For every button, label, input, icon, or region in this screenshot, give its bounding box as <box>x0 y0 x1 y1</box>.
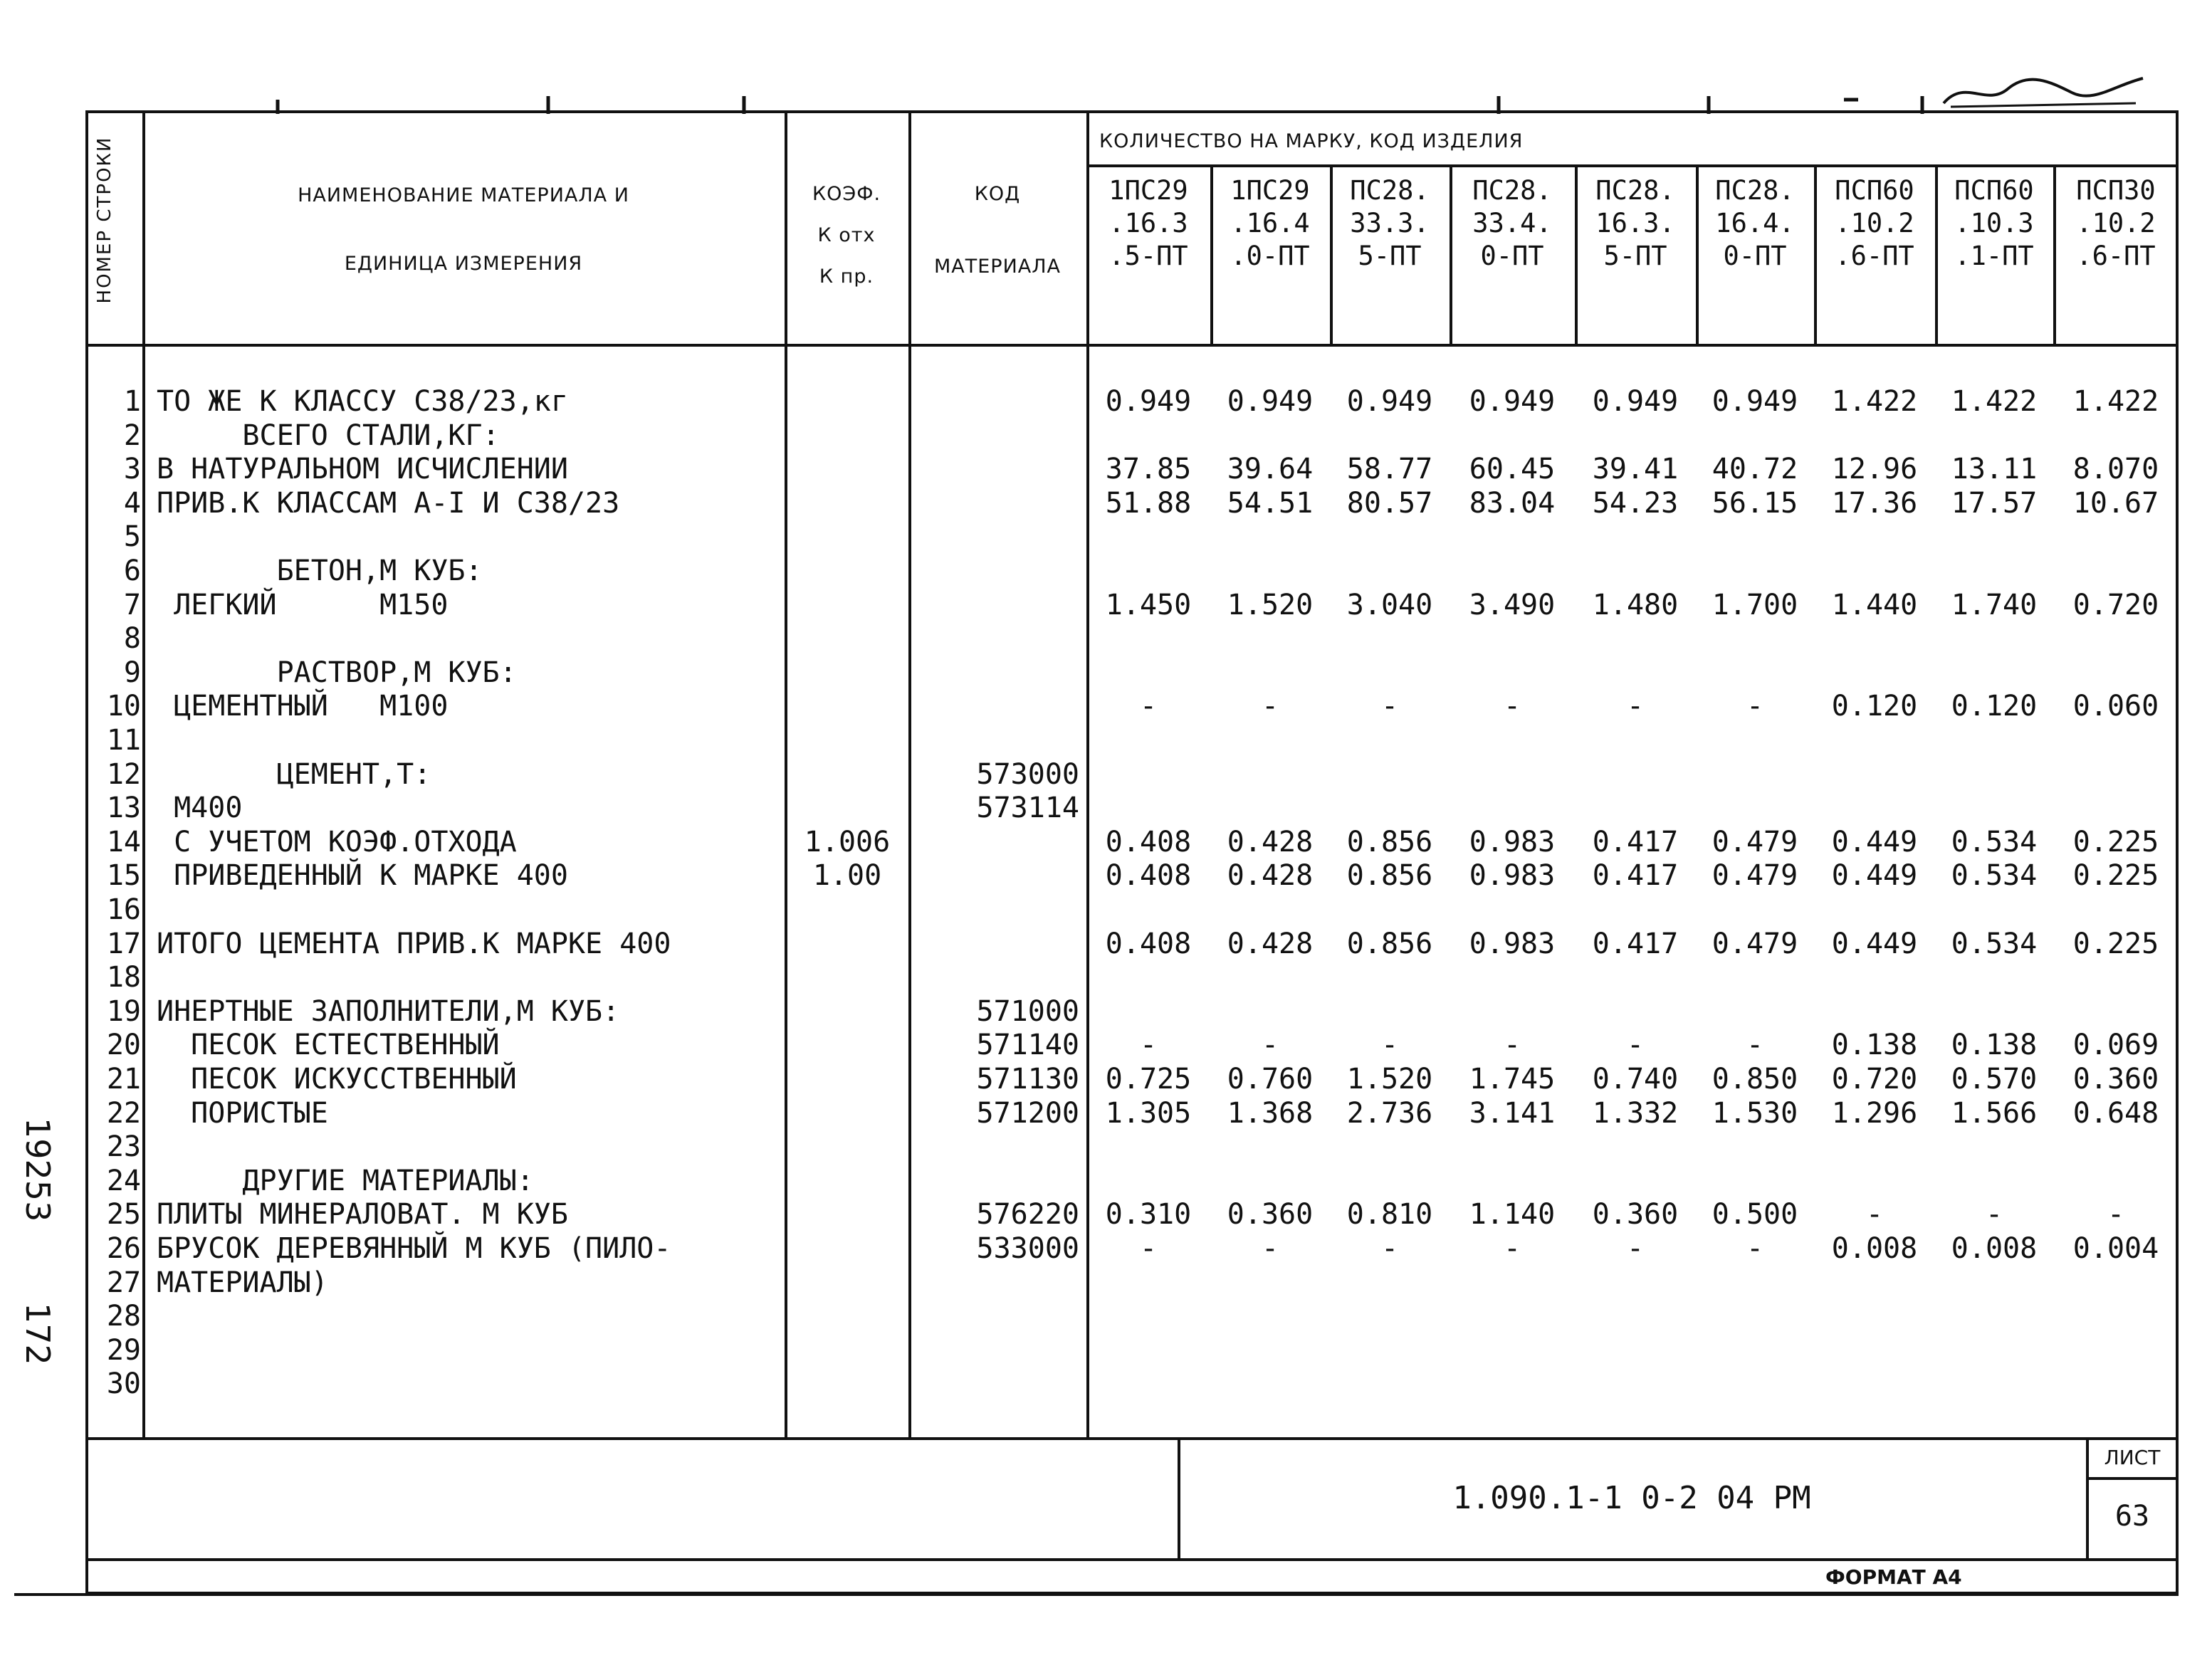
row-number: 30 <box>106 1367 141 1401</box>
material-name: ЛЕГКИЙ М150 <box>157 588 449 621</box>
row-number: 22 <box>106 1096 141 1130</box>
quantity-cell: 3.141 <box>1469 1096 1556 1130</box>
product-header: ПС28. 33.4. 0-ПТ <box>1472 175 1552 271</box>
quantity-cell: 0.060 <box>2072 690 2159 723</box>
quantity-cell: 17.57 <box>1951 486 2038 520</box>
quantity-cell: 1.440 <box>1831 588 1918 621</box>
product-header: 1ПС29 .16.4 .0-ПТ <box>1230 175 1310 271</box>
product-header: 1ПС29 .16.3 .5-ПТ <box>1108 175 1188 271</box>
quantity-cell: 1.305 <box>1105 1096 1192 1130</box>
material-name: ПЛИТЫ МИНЕРАЛОВАТ. М КУБ <box>157 1198 568 1231</box>
row-number: 16 <box>106 893 141 926</box>
quantity-cell: 0.417 <box>1592 927 1679 960</box>
quantity-cell: 3.490 <box>1469 588 1556 621</box>
quantity-cell: 13.11 <box>1951 453 2038 486</box>
row-number: 11 <box>106 724 141 757</box>
quantity-cell: 0.310 <box>1105 1198 1192 1231</box>
row-number: 26 <box>106 1232 141 1265</box>
row-number-header: НОМЕР СТРОКИ <box>94 136 115 304</box>
quantity-cell: 54.51 <box>1227 486 1314 520</box>
quantity-cell: 1.296 <box>1831 1096 1918 1130</box>
material-name: ДРУГИЕ МАТЕРИАЛЫ: <box>157 1164 534 1197</box>
quantity-cell: 0.138 <box>1831 1029 1918 1062</box>
quantity-cell: - <box>1380 1029 1399 1062</box>
material-name-header-line1: НАИМЕНОВАНИЕ МАТЕРИАЛА И <box>298 184 629 206</box>
material-name: ИТОГО ЦЕМЕНТА ПРИВ.К МАРКЕ 400 <box>157 927 671 960</box>
quantity-cell: 0.449 <box>1831 927 1918 960</box>
material-code-cell: 571000 <box>976 994 1079 1028</box>
quantity-cell: 0.417 <box>1592 859 1679 893</box>
quantity-cell: 0.983 <box>1469 927 1556 960</box>
material-name: ПРИВ.К КЛАССАМ А-I И С38/23 <box>157 486 620 520</box>
quantity-cell: 0.428 <box>1227 825 1314 858</box>
quantity-header: КОЛИЧЕСТВО НА МАРКУ, КОД ИЗДЕЛИЯ <box>1099 130 1524 152</box>
quantity-cell: 0.856 <box>1346 927 1433 960</box>
quantity-cell: 0.360 <box>2072 1063 2159 1096</box>
quantity-cell: 0.810 <box>1346 1198 1433 1231</box>
quantity-cell: - <box>1380 1232 1399 1265</box>
quantity-cell: 12.96 <box>1831 453 1918 486</box>
material-code-cell: 576220 <box>976 1198 1079 1231</box>
row-number: 23 <box>106 1130 141 1164</box>
quantity-cell: 1.332 <box>1592 1096 1679 1130</box>
coefficient-cell: 1.006 <box>804 825 891 858</box>
quantity-cell: - <box>1503 1232 1521 1265</box>
quantity-cell: 0.534 <box>1951 859 2038 893</box>
row-number: 20 <box>106 1029 141 1062</box>
quantity-cell: 0.856 <box>1346 825 1433 858</box>
quantity-cell: 0.008 <box>1831 1232 1918 1265</box>
quantity-cell: 1.450 <box>1105 588 1192 621</box>
quantity-cell: - <box>1503 690 1521 723</box>
row-number: 9 <box>123 656 141 689</box>
row-number: 1 <box>123 385 141 418</box>
quantity-cell: 1.700 <box>1712 588 1798 621</box>
material-name: ЦЕМЕНТ,Т: <box>157 757 431 791</box>
product-header: ПС28. 16.4. 0-ПТ <box>1715 175 1795 271</box>
material-code-cell: 573000 <box>976 757 1079 791</box>
row-number: 2 <box>123 419 141 452</box>
coefficient-header-line3: К пр. <box>819 266 874 288</box>
quantity-cell: 1.740 <box>1951 588 2038 621</box>
quantity-cell: 0.534 <box>1951 927 2038 960</box>
quantity-cell: 0.069 <box>2072 1029 2159 1062</box>
quantity-cell: 2.736 <box>1346 1096 1433 1130</box>
material-name: ПЕСОК ИСКУССТВЕННЫЙ <box>157 1063 517 1096</box>
row-number: 13 <box>106 792 141 825</box>
quantity-cell: 0.850 <box>1712 1063 1798 1096</box>
quantity-cell: - <box>1139 1232 1158 1265</box>
quantity-cell: 0.760 <box>1227 1063 1314 1096</box>
row-number: 7 <box>123 588 141 621</box>
quantity-cell: 1.566 <box>1951 1096 2038 1130</box>
row-number: 5 <box>123 520 141 554</box>
quantity-cell: 0.428 <box>1227 927 1314 960</box>
quantity-cell: 1.530 <box>1712 1096 1798 1130</box>
quantity-cell: - <box>1746 1029 1764 1062</box>
quantity-cell: 0.479 <box>1712 859 1798 893</box>
quantity-cell: 0.856 <box>1346 859 1433 893</box>
quantity-cell: 0.120 <box>1951 690 2038 723</box>
material-name: РАСТВОР,М КУБ: <box>157 656 517 689</box>
product-header: ПСП60 .10.2 .6-ПТ <box>1835 175 1914 271</box>
quantity-cell: 0.225 <box>2072 927 2159 960</box>
quantity-cell: 0.949 <box>1469 385 1556 418</box>
quantity-cell: - <box>1261 1029 1279 1062</box>
product-header: ПСП30 .10.2 .6-ПТ <box>2076 175 2156 271</box>
quantity-cell: 0.720 <box>1831 1063 1918 1096</box>
sheet-number: 63 <box>2114 1500 2150 1533</box>
quantity-cell: 54.23 <box>1592 486 1679 520</box>
coefficient-header-line2: К отх <box>817 224 876 246</box>
quantity-cell: 0.570 <box>1951 1063 2038 1096</box>
quantity-cell: 1.140 <box>1469 1198 1556 1231</box>
quantity-cell: 1.368 <box>1227 1096 1314 1130</box>
row-number: 14 <box>106 825 141 858</box>
quantity-cell: 0.428 <box>1227 859 1314 893</box>
quantity-cell: 39.41 <box>1592 453 1679 486</box>
quantity-cell: - <box>1380 690 1399 723</box>
quantity-cell: 0.725 <box>1105 1063 1192 1096</box>
material-name: БРУСОК ДЕРЕВЯННЫЙ М КУБ (ПИЛО- <box>157 1232 671 1265</box>
quantity-cell: 0.417 <box>1592 825 1679 858</box>
quantity-cell: 3.040 <box>1346 588 1433 621</box>
quantity-cell: 56.15 <box>1712 486 1798 520</box>
row-number: 8 <box>123 622 141 656</box>
row-number: 24 <box>106 1164 141 1197</box>
quantity-cell: 0.360 <box>1592 1198 1679 1231</box>
material-code-header-line2: МАТЕРИАЛА <box>933 256 1062 278</box>
quantity-cell: 1.422 <box>2072 385 2159 418</box>
margin-page-reference: 172 <box>19 1303 57 1365</box>
row-number: 18 <box>106 961 141 994</box>
product-header: ПС28. 16.3. 5-ПТ <box>1595 175 1675 271</box>
quantity-cell: - <box>1746 1232 1764 1265</box>
quantity-cell: 83.04 <box>1469 486 1556 520</box>
quantity-cell: 1.520 <box>1346 1063 1433 1096</box>
row-number: 29 <box>106 1333 141 1367</box>
coefficient-cell: 1.00 <box>812 859 882 893</box>
quantity-cell: 0.949 <box>1712 385 1798 418</box>
quantity-cell: 37.85 <box>1105 453 1192 486</box>
material-name: ВСЕГО СТАЛИ,КГ: <box>157 419 500 452</box>
quantity-cell: 51.88 <box>1105 486 1192 520</box>
material-name: ПОРИСТЫЕ <box>157 1096 328 1130</box>
material-code-cell: 533000 <box>976 1232 1079 1265</box>
material-name: ИНЕРТНЫЕ ЗАПОЛНИТЕЛИ,М КУБ: <box>157 994 620 1028</box>
quantity-cell: - <box>1139 690 1158 723</box>
quantity-cell: 80.57 <box>1346 486 1433 520</box>
quantity-cell: - <box>2107 1198 2125 1231</box>
material-name: МАТЕРИАЛЫ) <box>157 1266 328 1299</box>
row-number: 17 <box>106 927 141 960</box>
material-name: ЦЕМЕНТНЫЙ М100 <box>157 690 449 723</box>
quantity-cell: 0.120 <box>1831 690 1918 723</box>
quantity-cell: - <box>1626 1029 1645 1062</box>
quantity-cell: 0.500 <box>1712 1198 1798 1231</box>
quantity-cell: 58.77 <box>1346 453 1433 486</box>
quantity-cell: 0.479 <box>1712 825 1798 858</box>
quantity-cell: 0.983 <box>1469 825 1556 858</box>
quantity-cell: 0.225 <box>2072 859 2159 893</box>
quantity-cell: 0.408 <box>1105 825 1192 858</box>
row-number: 19 <box>106 994 141 1028</box>
material-code-cell: 571130 <box>976 1063 1079 1096</box>
format-label: ФОРМАТ А4 <box>1825 1565 1962 1589</box>
document-code: 1.090.1-1 0-2 04 РМ <box>1452 1480 1811 1516</box>
quantity-cell: 1.745 <box>1469 1063 1556 1096</box>
quantity-cell: 39.64 <box>1227 453 1314 486</box>
quantity-cell: 0.449 <box>1831 859 1918 893</box>
material-code-cell: 571200 <box>976 1096 1079 1130</box>
quantity-cell: 0.225 <box>2072 825 2159 858</box>
quantity-cell: - <box>1626 1232 1645 1265</box>
quantity-cell: 0.479 <box>1712 927 1798 960</box>
quantity-cell: 0.449 <box>1831 825 1918 858</box>
material-name: ПРИВЕДЕННЫЙ К МАРКЕ 400 <box>157 859 568 893</box>
row-number: 10 <box>106 690 141 723</box>
quantity-cell: 0.949 <box>1592 385 1679 418</box>
quantity-cell: - <box>1865 1198 1884 1231</box>
material-name: М400 <box>157 792 243 825</box>
table-sheet <box>85 110 2179 1595</box>
row-number: 3 <box>123 453 141 486</box>
row-number: 12 <box>106 757 141 791</box>
material-code-header-line1: КОД <box>974 183 1021 205</box>
margin-inventory-number: 19253 <box>19 1118 57 1222</box>
quantity-cell: 0.949 <box>1227 385 1314 418</box>
row-number: 27 <box>106 1266 141 1299</box>
material-name: ТО ЖЕ К КЛАССУ С38/23,кг <box>157 385 568 418</box>
quantity-cell: 0.648 <box>2072 1096 2159 1130</box>
row-number: 15 <box>106 859 141 893</box>
quantity-cell: 0.360 <box>1227 1198 1314 1231</box>
quantity-cell: 0.408 <box>1105 927 1192 960</box>
quantity-cell: 0.949 <box>1346 385 1433 418</box>
material-name-header-line2: ЕДИНИЦА ИЗМЕРЕНИЯ <box>344 253 583 275</box>
material-name: ПЕСОК ЕСТЕСТВЕННЫЙ <box>157 1029 500 1062</box>
quantity-cell: 0.008 <box>1951 1232 2038 1265</box>
quantity-cell: 0.138 <box>1951 1029 2038 1062</box>
quantity-cell: 0.720 <box>2072 588 2159 621</box>
quantity-cell: 60.45 <box>1469 453 1556 486</box>
quantity-cell: 1.480 <box>1592 588 1679 621</box>
quantity-cell: 10.67 <box>2072 486 2159 520</box>
material-name: В НАТУРАЛЬНОМ ИСЧИСЛЕНИИ <box>157 453 568 486</box>
coefficient-header-line1: КОЭФ. <box>812 183 881 205</box>
quantity-cell: 40.72 <box>1712 453 1798 486</box>
quantity-cell: - <box>1985 1198 2003 1231</box>
quantity-cell: 1.422 <box>1951 385 2038 418</box>
material-code-cell: 573114 <box>976 792 1079 825</box>
quantity-cell: 0.949 <box>1105 385 1192 418</box>
quantity-cell: - <box>1261 690 1279 723</box>
quantity-cell: - <box>1261 1232 1279 1265</box>
quantity-cell: - <box>1746 690 1764 723</box>
quantity-cell: - <box>1503 1029 1521 1062</box>
material-code-cell: 571140 <box>976 1029 1079 1062</box>
row-number: 25 <box>106 1198 141 1231</box>
row-number: 28 <box>106 1300 141 1333</box>
quantity-cell: 1.520 <box>1227 588 1314 621</box>
material-name: БЕТОН,М КУБ: <box>157 555 483 587</box>
quantity-cell: 0.408 <box>1105 859 1192 893</box>
quantity-cell: - <box>1626 690 1645 723</box>
row-number: 21 <box>106 1063 141 1096</box>
quantity-cell: - <box>1139 1029 1158 1062</box>
sheet-label: ЛИСТ <box>2104 1446 2161 1469</box>
product-header: ПСП60 .10.3 .1-ПТ <box>1954 175 2034 271</box>
product-header: ПС28. 33.3. 5-ПТ <box>1350 175 1430 271</box>
quantity-cell: 8.070 <box>2072 453 2159 486</box>
row-number: 6 <box>123 555 141 587</box>
quantity-cell: 0.534 <box>1951 825 2038 858</box>
material-name: С УЧЕТОМ КОЭФ.ОТХОДА <box>157 825 517 858</box>
quantity-cell: 1.422 <box>1831 385 1918 418</box>
quantity-cell: 0.004 <box>2072 1232 2159 1265</box>
quantity-cell: 0.983 <box>1469 859 1556 893</box>
row-number: 4 <box>123 486 141 520</box>
quantity-cell: 0.740 <box>1592 1063 1679 1096</box>
quantity-cell: 17.36 <box>1831 486 1918 520</box>
